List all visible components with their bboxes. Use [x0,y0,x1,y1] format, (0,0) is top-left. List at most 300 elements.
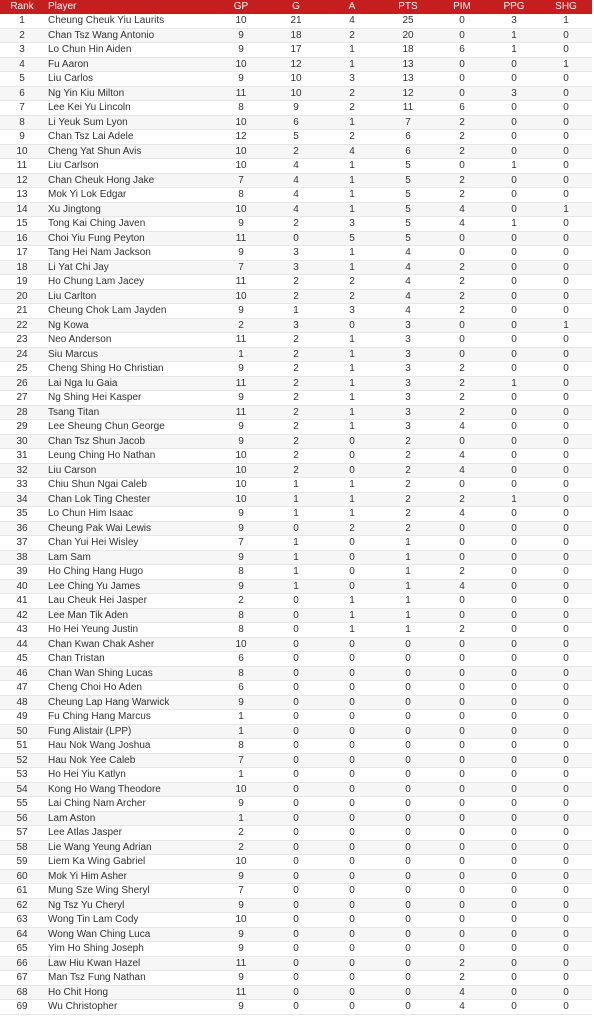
gp-cell: 9 [214,420,268,435]
player-cell: Cheng Yat Shun Avis [44,144,214,159]
a-cell: 0 [324,681,380,696]
ppg-cell: 0 [488,202,540,217]
gp-cell: 8 [214,623,268,638]
a-cell: 3 [324,217,380,232]
player-cell: Lai Ching Nam Archer [44,797,214,812]
table-row [0,434,592,449]
g-cell: 6 [268,115,324,130]
g-cell: 0 [268,666,324,681]
ppg-cell: 0 [488,985,540,1000]
ppg-cell: 0 [488,405,540,420]
shg-cell: 0 [540,246,592,261]
a-cell: 1 [324,246,380,261]
pts-cell: 2 [380,449,436,464]
table-body [0,14,592,1014]
table-row [0,594,592,609]
rank-cell: 35 [0,507,44,522]
rank-cell: 36 [0,521,44,536]
shg-cell: 0 [540,376,592,391]
a-cell: 1 [324,608,380,623]
g-cell: 0 [268,521,324,536]
pim-cell: 0 [436,536,488,551]
pim-cell: 2 [436,130,488,145]
player-cell: Ho Chung Lam Jacey [44,275,214,290]
player-cell: Wu Christopher [44,1000,214,1015]
pim-cell: 0 [436,884,488,899]
table-row [0,289,592,304]
shg-cell: 0 [540,884,592,899]
shg-cell: 0 [540,115,592,130]
pim-cell: 4 [436,985,488,1000]
pts-cell: 4 [380,260,436,275]
g-cell: 0 [268,985,324,1000]
player-cell: Fu Aaron [44,57,214,72]
player-cell: Liu Carlson [44,159,214,174]
table-row [0,666,592,681]
rank-cell: 55 [0,797,44,812]
a-cell: 0 [324,898,380,913]
shg-cell: 0 [540,478,592,493]
table-row [0,768,592,783]
gp-cell: 10 [214,57,268,72]
player-cell: Ho Hei Yeung Justin [44,623,214,638]
table-row [0,608,592,623]
gp-cell: 9 [214,942,268,957]
rank-cell: 57 [0,826,44,841]
player-cell: Lai Nga Iu Gaia [44,376,214,391]
gp-cell: 10 [214,115,268,130]
player-cell: Lau Cheuk Hei Jasper [44,594,214,609]
rank-cell: 2 [0,28,44,43]
g-cell: 1 [268,304,324,319]
pts-cell: 20 [380,28,436,43]
g-cell: 1 [268,492,324,507]
shg-cell: 0 [540,869,592,884]
pts-cell: 11 [380,101,436,116]
shg-cell: 0 [540,43,592,58]
shg-cell: 0 [540,927,592,942]
pim-cell: 2 [436,492,488,507]
pim-cell: 0 [436,782,488,797]
pim-cell: 6 [436,43,488,58]
rank-cell: 18 [0,260,44,275]
shg-cell: 0 [540,710,592,725]
g-cell: 0 [268,608,324,623]
table-row [0,579,592,594]
pts-cell: 3 [380,333,436,348]
shg-cell: 0 [540,608,592,623]
rank-cell: 27 [0,391,44,406]
g-cell: 9 [268,101,324,116]
rank-cell: 15 [0,217,44,232]
pts-cell: 0 [380,826,436,841]
gp-cell: 9 [214,797,268,812]
gp-cell: 10 [214,855,268,870]
rank-cell: 65 [0,942,44,957]
a-cell: 2 [324,275,380,290]
pts-cell: 5 [380,217,436,232]
g-cell: 0 [268,869,324,884]
rank-cell: 38 [0,550,44,565]
shg-cell: 1 [540,57,592,72]
player-cell: Fu Ching Hang Marcus [44,710,214,725]
gp-cell: 1 [214,347,268,362]
g-cell: 1 [268,507,324,522]
pts-cell: 5 [380,188,436,203]
g-cell: 0 [268,681,324,696]
rank-cell: 1 [0,14,44,28]
column-header-g[interactable]: G [268,0,324,14]
ppg-cell: 0 [488,130,540,145]
column-header-a[interactable]: A [324,0,380,14]
shg-cell: 0 [540,594,592,609]
a-cell: 1 [324,594,380,609]
gp-cell: 10 [214,202,268,217]
ppg-cell: 0 [488,463,540,478]
rank-cell: 61 [0,884,44,899]
shg-cell: 0 [540,289,592,304]
gp-cell: 2 [214,594,268,609]
pts-cell: 5 [380,159,436,174]
g-cell: 4 [268,159,324,174]
pim-cell: 2 [436,115,488,130]
player-cell: Li Yat Chi Jay [44,260,214,275]
shg-cell: 1 [540,202,592,217]
ppg-cell: 0 [488,608,540,623]
table-row [0,144,592,159]
pim-cell: 0 [436,231,488,246]
player-cell: Lo Chun Him Isaac [44,507,214,522]
pim-cell: 2 [436,956,488,971]
gp-cell: 2 [214,826,268,841]
ppg-cell: 0 [488,333,540,348]
pts-cell: 0 [380,811,436,826]
a-cell: 0 [324,463,380,478]
g-cell: 2 [268,463,324,478]
gp-cell: 9 [214,869,268,884]
player-cell: Mok Yi Lok Edgar [44,188,214,203]
table-row [0,463,592,478]
gp-cell: 2 [214,318,268,333]
player-cell: Lee Man Tik Aden [44,608,214,623]
pts-cell: 1 [380,623,436,638]
rank-cell: 3 [0,43,44,58]
table-row [0,826,592,841]
pim-cell: 0 [436,246,488,261]
a-cell: 1 [324,57,380,72]
ppg-cell: 1 [488,217,540,232]
shg-cell: 0 [540,637,592,652]
rank-cell: 23 [0,333,44,348]
rank-cell: 50 [0,724,44,739]
a-cell: 0 [324,855,380,870]
pim-cell: 2 [436,391,488,406]
pts-cell: 0 [380,956,436,971]
g-cell: 4 [268,173,324,188]
ppg-cell: 0 [488,666,540,681]
rank-cell: 41 [0,594,44,609]
gp-cell: 10 [214,463,268,478]
gp-cell: 11 [214,333,268,348]
g-cell: 2 [268,420,324,435]
a-cell: 0 [324,985,380,1000]
column-header-gp[interactable]: GP [214,0,268,14]
gp-cell: 10 [214,289,268,304]
rank-cell: 53 [0,768,44,783]
gp-cell: 1 [214,811,268,826]
column-header-pts[interactable]: PTS [380,0,436,14]
player-cell: Lam Aston [44,811,214,826]
gp-cell: 7 [214,260,268,275]
pim-cell: 2 [436,565,488,580]
g-cell: 1 [268,579,324,594]
gp-cell: 9 [214,507,268,522]
gp-cell: 9 [214,391,268,406]
rank-cell: 24 [0,347,44,362]
gp-cell: 9 [214,362,268,377]
rank-cell: 19 [0,275,44,290]
ppg-cell: 0 [488,362,540,377]
shg-cell: 0 [540,855,592,870]
shg-cell: 0 [540,826,592,841]
player-cell: Chan Tsz Shun Jacob [44,434,214,449]
ppg-cell: 0 [488,478,540,493]
a-cell: 4 [324,14,380,28]
shg-cell: 0 [540,797,592,812]
ppg-cell: 0 [488,579,540,594]
table-row [0,898,592,913]
gp-cell: 10 [214,449,268,464]
a-cell: 1 [324,159,380,174]
pim-cell: 0 [436,681,488,696]
player-cell: Siu Marcus [44,347,214,362]
rank-cell: 52 [0,753,44,768]
gp-cell: 11 [214,231,268,246]
rank-cell: 62 [0,898,44,913]
column-header-pim[interactable]: PIM [436,0,488,14]
pim-cell: 0 [436,753,488,768]
g-cell: 1 [268,565,324,580]
rank-cell: 42 [0,608,44,623]
rank-cell: 8 [0,115,44,130]
gp-cell: 7 [214,173,268,188]
pim-cell: 0 [436,72,488,87]
ppg-cell: 0 [488,724,540,739]
ppg-cell: 0 [488,884,540,899]
pim-cell: 4 [436,1000,488,1015]
rank-cell: 59 [0,855,44,870]
ppg-cell: 0 [488,739,540,754]
rank-cell: 51 [0,739,44,754]
pim-cell: 4 [436,420,488,435]
ppg-cell: 0 [488,57,540,72]
g-cell: 0 [268,753,324,768]
g-cell: 0 [268,927,324,942]
shg-cell: 0 [540,565,592,580]
shg-cell: 1 [540,318,592,333]
gp-cell: 2 [214,840,268,855]
gp-cell: 9 [214,246,268,261]
rank-cell: 31 [0,449,44,464]
shg-cell: 0 [540,173,592,188]
table-row [0,884,592,899]
table-row [0,57,592,72]
gp-cell: 10 [214,637,268,652]
column-header-player[interactable]: Player [44,0,214,14]
a-cell: 2 [324,521,380,536]
ppg-cell: 1 [488,28,540,43]
shg-cell: 0 [540,840,592,855]
shg-cell: 0 [540,652,592,667]
g-cell: 2 [268,405,324,420]
rank-cell: 64 [0,927,44,942]
player-cell: Xu Jingtong [44,202,214,217]
pts-cell: 1 [380,608,436,623]
pim-cell: 2 [436,289,488,304]
rank-cell: 46 [0,666,44,681]
rank-cell: 63 [0,913,44,928]
player-cell: Tsang Titan [44,405,214,420]
pts-cell: 0 [380,971,436,986]
gp-cell: 10 [214,913,268,928]
table-row [0,913,592,928]
a-cell: 1 [324,507,380,522]
shg-cell: 0 [540,753,592,768]
a-cell: 0 [324,768,380,783]
table-row [0,405,592,420]
gp-cell: 8 [214,666,268,681]
ppg-cell: 0 [488,927,540,942]
pim-cell: 0 [436,608,488,623]
a-cell: 0 [324,666,380,681]
a-cell: 0 [324,942,380,957]
rank-cell: 30 [0,434,44,449]
pts-cell: 4 [380,289,436,304]
ppg-cell: 0 [488,942,540,957]
table-row [0,478,592,493]
table-row [0,376,592,391]
table-row [0,753,592,768]
pim-cell: 0 [436,594,488,609]
pim-cell: 2 [436,144,488,159]
a-cell: 0 [324,652,380,667]
gp-cell: 9 [214,43,268,58]
table-row [0,840,592,855]
shg-cell: 0 [540,623,592,638]
column-header-rank[interactable]: Rank [0,0,44,14]
player-cell: Chan Tsz Lai Adele [44,130,214,145]
a-cell: 0 [324,811,380,826]
table-row [0,985,592,1000]
shg-cell: 0 [540,550,592,565]
table-row [0,333,592,348]
a-cell: 0 [324,318,380,333]
gp-cell: 11 [214,376,268,391]
pim-cell: 6 [436,101,488,116]
gp-cell: 9 [214,971,268,986]
ppg-cell: 0 [488,637,540,652]
g-cell: 3 [268,260,324,275]
gp-cell: 10 [214,492,268,507]
pim-cell: 0 [436,57,488,72]
pim-cell: 0 [436,797,488,812]
pts-cell: 5 [380,231,436,246]
table-row [0,14,592,28]
player-cell: Lee Atlas Jasper [44,826,214,841]
g-cell: 0 [268,594,324,609]
pts-cell: 25 [380,14,436,28]
a-cell: 1 [324,333,380,348]
g-cell: 0 [268,942,324,957]
a-cell: 0 [324,840,380,855]
pim-cell: 0 [436,913,488,928]
shg-cell: 0 [540,347,592,362]
ppg-cell: 0 [488,391,540,406]
ppg-cell: 0 [488,652,540,667]
rank-cell: 34 [0,492,44,507]
table-row [0,72,592,87]
column-header-shg[interactable]: SHG [540,0,592,14]
g-cell: 2 [268,347,324,362]
gp-cell: 12 [214,130,268,145]
a-cell: 0 [324,927,380,942]
shg-cell: 0 [540,420,592,435]
pim-cell: 2 [436,376,488,391]
pts-cell: 3 [380,362,436,377]
player-cell: Liu Carlos [44,72,214,87]
table-row [0,956,592,971]
player-cell: Chan Lok Ting Chester [44,492,214,507]
shg-cell: 0 [540,391,592,406]
player-cell: Lam Sam [44,550,214,565]
a-cell: 5 [324,231,380,246]
ppg-cell: 0 [488,507,540,522]
ppg-cell: 1 [488,376,540,391]
table-row [0,797,592,812]
ppg-cell: 1 [488,159,540,174]
column-header-ppg[interactable]: PPG [488,0,540,14]
rank-cell: 25 [0,362,44,377]
g-cell: 0 [268,652,324,667]
rank-cell: 49 [0,710,44,725]
rank-cell: 21 [0,304,44,319]
pts-cell: 5 [380,173,436,188]
pts-cell: 0 [380,666,436,681]
ppg-cell: 3 [488,14,540,28]
table-row [0,521,592,536]
player-cell: Law Hiu Kwan Hazel [44,956,214,971]
header-row [0,0,592,14]
a-cell: 0 [324,1000,380,1015]
gp-cell: 1 [214,724,268,739]
pts-cell: 0 [380,681,436,696]
shg-cell: 0 [540,507,592,522]
g-cell: 0 [268,695,324,710]
pim-cell: 0 [436,942,488,957]
pts-cell: 0 [380,782,436,797]
g-cell: 0 [268,884,324,899]
a-cell: 0 [324,797,380,812]
g-cell: 2 [268,391,324,406]
ppg-cell: 0 [488,318,540,333]
table-row [0,217,592,232]
a-cell: 0 [324,753,380,768]
a-cell: 1 [324,188,380,203]
ppg-cell: 0 [488,101,540,116]
gp-cell: 7 [214,536,268,551]
gp-cell: 7 [214,753,268,768]
table-row [0,188,592,203]
